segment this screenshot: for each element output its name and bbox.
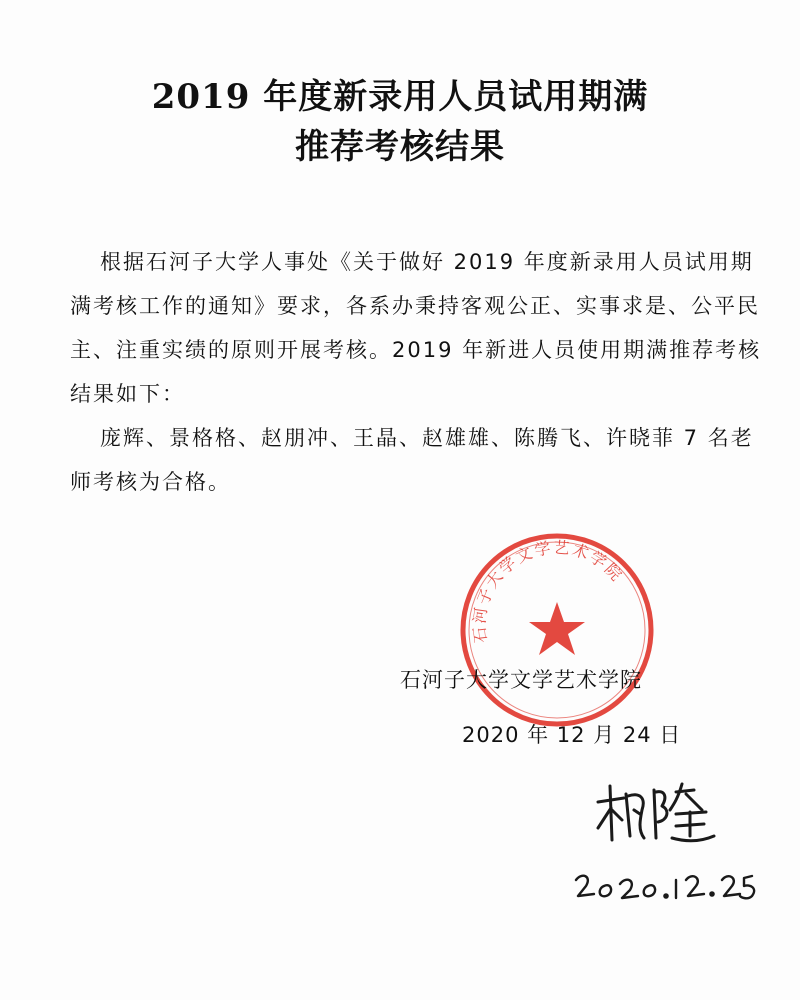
paragraph-1-text: 根据石河子大学人事处《关于做好 2019 年度新录用人员试用期满考核工作的通知》要求，各系办秉持客观公正、实事求是、公平民主、注重实绩的原则开展考核。2019 年新进人员使用期满推荐考核结果如下：: [70, 250, 762, 406]
issuing-organization: 石河子大学文学艺术学院: [400, 668, 642, 692]
handwritten-date: [572, 850, 762, 910]
official-seal: [457, 530, 657, 730]
seal-star-icon: [529, 602, 585, 655]
body-paragraph-1: [70, 240, 770, 416]
handwritten-signature: [590, 780, 720, 850]
issue-date: 2020 年 12 月 24 日: [462, 723, 682, 747]
document-title: [0, 72, 800, 172]
body-paragraph-2: [70, 416, 770, 504]
seal-text: 石河子大学文学艺术学院: [469, 537, 628, 644]
title-line-1: 2019 年度新录用人员试用期满: [151, 77, 649, 117]
document-body: [70, 240, 770, 504]
paragraph-2-text: 庞辉、景格格、赵朋冲、王晶、赵雄雄、陈腾飞、许晓菲 7 名老师考核为合格。: [70, 426, 754, 494]
title-line-2: 推荐考核结果: [295, 127, 505, 167]
